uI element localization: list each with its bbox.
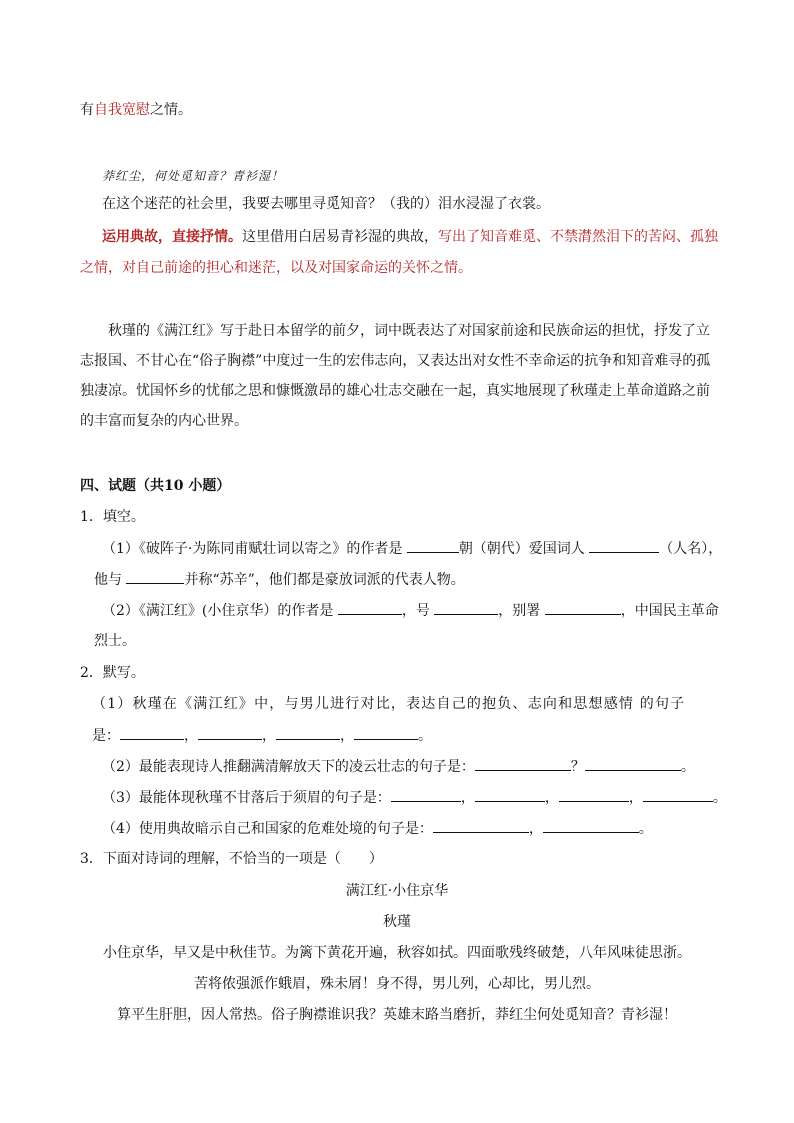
answer-blank[interactable]: [475, 787, 545, 802]
poem-author: 秋瑾: [383, 914, 411, 930]
answer-blank[interactable]: [338, 600, 402, 615]
question-2-part-3: （3）最能体现秋瑾不甘落后于须眉的句子是： ， ， ， 。: [102, 787, 727, 808]
answer-blank[interactable]: [545, 600, 621, 615]
section-title: 四、试题（共10 小题）: [80, 478, 231, 494]
question-1-part-1: （1）《破阵子·为陈同甫赋壮词以寄之》的作者是 朝（朝代）爱国词人 （人名），: [102, 538, 722, 559]
answer-blank[interactable]: [434, 600, 498, 615]
question-1-part-2: （2）《满江红》(小住京华）的作者是 ，号 ，别署 ，中国民主革命: [102, 600, 719, 621]
question-2-part-4: （4）使用典故暗示自己和国家的危难处境的句子是： ， 。: [102, 818, 653, 839]
answer-blank[interactable]: [407, 538, 459, 553]
closing-line: 有自我宽慰之情。: [80, 102, 192, 118]
answer-blank[interactable]: [354, 725, 418, 740]
summary-paragraph: 秋瑾的《满江红》写于赴日本留学的前夕，词中既表达了对国家前途和民族命运的担忧，抒发了立志报国、不甘心在“俗子胸襟”中度过一生的宏伟志向，又表达出对女性不幸命运的抗争和知音难寻的孤独凄凉。忧国怀乡的忧郁之思和慷慨激昂的雄心壮志交融在一起，真实地展现了秋瑾走上革命道路之前的丰富而复杂的内心世界。: [80, 323, 711, 429]
question-1-part-1-cont: 他与 并称“苏辛”，他们都是豪放词派的代表人物。: [94, 569, 465, 590]
answer-blank[interactable]: [589, 538, 659, 553]
question-2-part-1: （1）秋瑾在《满江红》中，与男儿进行对比，表达自己的抱负、志向和思想感情 的句子: [92, 696, 686, 712]
answer-blank[interactable]: [276, 725, 340, 740]
poem-quote: 莽红尘，何处觅知音？青衫湿！: [102, 169, 285, 183]
poem-line-1: 小住京华，早又是中秋佳节。为篱下黄花开遍，秋容如拭。四面歌残终破楚，八年风味徒思浙。: [103, 945, 691, 961]
analysis-line-1: 运用典故，直接抒情。这里借用白居易青衫湿的典故，写出了知音难觅、不禁潸然泪下的苦闷、孤独: [102, 229, 718, 245]
answer-blank[interactable]: [475, 756, 571, 771]
poem-title: 满江红·小住京华: [345, 883, 449, 899]
question-2-part-1-cont: 是： ， ， ， 。: [92, 725, 432, 746]
answer-blank[interactable]: [433, 818, 529, 833]
answer-blank[interactable]: [391, 787, 461, 802]
answer-blank[interactable]: [559, 787, 629, 802]
question-1-part-2-cont: 烈士。: [94, 633, 136, 649]
translation-line: 在这个迷茫的社会里，我要去哪里寻觅知音？（我的）泪水浸湿了衣裳。: [102, 196, 550, 212]
poem-line-2: 苦将侬强派作蛾眉，殊未屑！身不得，男儿列，心却比，男儿烈。: [194, 976, 600, 992]
answer-blank[interactable]: [543, 818, 639, 833]
poem-line-3: 算平生肝胆，因人常热。俗子胸襟谁识我？英雄末路当磨折，莽红尘何处觅知音？青衫湿！: [117, 1007, 677, 1023]
answer-blank[interactable]: [120, 725, 184, 740]
analysis-method: 运用典故，直接抒情。: [102, 229, 242, 245]
analysis-line-2: 之情，对自己前途的担心和迷茫，以及对国家命运的关怀之情。: [80, 260, 472, 276]
question-2-title: 2．默写。: [80, 665, 145, 681]
question-1-title: 1．填空。: [80, 509, 145, 525]
question-2-part-2: （2）最能表现诗人推翻满清解放天下的凌云壮志的句子是： ？ 。: [102, 756, 695, 777]
answer-blank[interactable]: [198, 725, 262, 740]
answer-blank[interactable]: [643, 787, 713, 802]
answer-blank[interactable]: [126, 569, 184, 584]
question-3-title: 3．下面对诗词的理解，不恰当的一项是（ ）: [80, 851, 383, 867]
answer-blank[interactable]: [585, 756, 681, 771]
highlight-text: 自我宽慰: [94, 102, 150, 118]
